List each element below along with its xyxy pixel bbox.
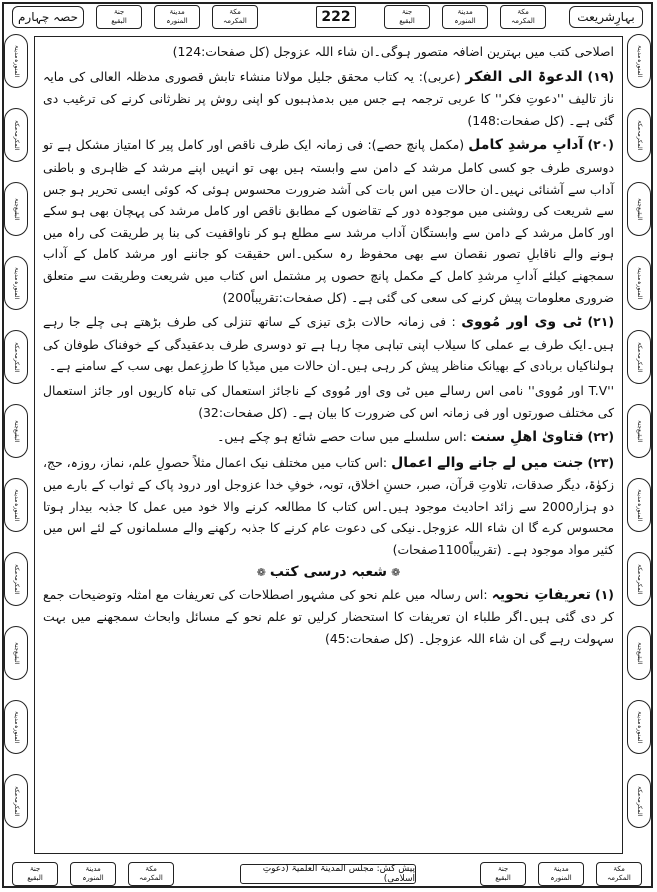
header-badge: مدینۃ المنورہ — [154, 5, 200, 29]
page-header — [4, 4, 651, 30]
page-body — [34, 36, 623, 854]
entry-22 — [43, 426, 614, 449]
footer-badge: مکۃ المکرمہ — [128, 862, 174, 886]
footer-badge: مکۃ المکرمہ — [596, 862, 642, 886]
entry-text: :اس کتاب میں مختلف نیک اعمال مثلاً حصولِ علم، نماز، روزہ، حج، زکوٰۃ، دیگر صدقات، تلاوتِ قرآن، صبر، حسنِ اخلاق، توبہ، خوفِ خدا عزوجل اور درود پاک کے ثواب کے بارے میں دو ہزار2000 سے زائد احادیث موجود ہیں۔اس کتاب کا مطالعہ کرنے والا خود میں عمل کا جذبہ بیدار ہوتا محسوس کرے گا ان شاء اللہ عزوجل۔نیکی کی دعوت عام کرنے کا جذبہ رکھنے والے مسلمانوں کے لئے اس میں کثیر مواد موجود ہے۔ (تقریباً1100صفحات) — [43, 454, 614, 558]
side-medallion: مدینۃ المنورہ — [627, 700, 651, 754]
side-medallion: جنۃ البقیع — [627, 626, 651, 680]
publisher-label: پیش کش: مجلس المدینۃ العلمیۃ (دعوتِ اسلامی) — [240, 864, 416, 884]
side-medallion: مدینۃ المنورہ — [627, 256, 651, 310]
entry-number: (۱) — [595, 586, 614, 602]
side-medallion: مدینۃ المنورہ — [627, 478, 651, 532]
section-heading: ❁شعبہ درسی کتب❁ — [43, 564, 614, 580]
entry-1 — [43, 584, 614, 650]
header-badge: جنۃ البقیع — [96, 5, 142, 29]
left-medallion-column — [4, 34, 30, 854]
side-medallion: جنۃ البقیع — [627, 404, 651, 458]
paragraph-intro: اصلاحی کتب میں بہترین اضافہ متصور ہوگی۔ان شاء اللہ عزوجل (کل صفحات:124) — [172, 44, 614, 59]
entry-text: : فی زمانہ حالات بڑی تیزی کے ساتھ تنزلی کی طرف بڑھتے ہی چلے جا رہے ہیں۔ایک طرف بے عملی کا سیلاب اپنی تباہی مچا رہا ہے تو دوسری طرف بدعقیدگی کے خوفناک طوفان کی ہولناکیاں بربادی کے بھیانک مناظر پیش کر رہی ہیں۔ان حالات میں میڈیا کا طرزِعمل بھی سب کے سامنے ہے۔ — [43, 314, 614, 374]
side-medallion: جنۃ البقیع — [627, 182, 651, 236]
entry-text: (مکمل پانچ حصے): فی زمانہ ایک طرف ناقص اور کامل پیر کا امتیاز مشکل ہے تو دوسری طرف جو کسی کامل مرشد کے دامن سے وابستہ ہیں بھی تو انہیں اپنے مرشد کے ظاہری و باطنی آداب سے آشنائی نہیں۔ان حالات میں اس بات کی اَشد ضرورت محسوس ہوئی کہ کوئی ایسی تحریر ہو جس سے شریعت کی روشنی میں موجودہ دور کے تقاضوں کے مطابق ناقص اور کامل مرشد کی پہچان بھی ہو سکے اور کامل مرشد کے دامن سے وابستگان آداب مرشد سے مطلع ہو کر ناواقفیت کی بنا پر طریقت کی راہ میں ہونے والے ناقابلِ تصور نقصان سے بھی محفوظ رہ سکیں۔اس حقیقت کو جاننے اور مرشد کامل کے آداب سمجھنے کیلئے آدابِ مرشدِ کامل کے مکمل پانچ حصوں پر مشتمل اس کتاب میں شریعت وطریقت سے متعلق ضروری معلومات پیش کرنے کی سعی کی گئی ہے۔ (کل صفحات:تقریباً200) — [43, 137, 614, 305]
footer-badge: جنۃ البقیع — [12, 862, 58, 886]
ornament-icon: ❁ — [391, 565, 401, 579]
side-medallion: مکۃ المکرمہ — [4, 552, 28, 606]
footer-badge: جنۃ البقیع — [480, 862, 526, 886]
entry-title: الدعوۃ الی الفکر — [465, 68, 583, 85]
entry-title: آدابِ مرشدِ کامل — [468, 137, 584, 154]
side-medallion: جنۃ البقیع — [4, 182, 28, 236]
side-medallion: مکۃ المکرمہ — [627, 774, 651, 828]
entry-text: :اس سلسلے میں سات حصے شائع ہو چکے ہیں۔ — [217, 429, 467, 445]
header-badge: مکۃ المکرمہ — [212, 5, 258, 29]
footer-badge: مدینۃ المنورہ — [70, 862, 116, 886]
entry-number: (۲۳) — [587, 454, 614, 470]
side-medallion: مدینۃ المنورہ — [4, 34, 28, 88]
entry-number: (۱۹) — [587, 68, 614, 84]
entry-19 — [43, 66, 614, 132]
side-medallion: مکۃ المکرمہ — [4, 774, 28, 828]
side-medallion: مدینۃ المنورہ — [4, 700, 28, 754]
side-medallion: مکۃ المکرمہ — [627, 108, 651, 162]
side-medallion: مدینۃ المنورہ — [4, 478, 28, 532]
ornament-icon: ❁ — [256, 565, 266, 579]
right-medallion-column — [627, 34, 653, 854]
entry-21-continued — [43, 380, 614, 423]
page-number: 222 — [316, 6, 356, 28]
entry-21 — [43, 311, 614, 377]
side-medallion: مکۃ المکرمہ — [627, 330, 651, 384]
side-medallion: جنۃ البقیع — [4, 404, 28, 458]
header-badge: مکۃ المکرمہ — [500, 5, 546, 29]
entry-title: فتاویٰ اھلِ سنت — [470, 429, 584, 446]
book-title: بہارِشریعت — [569, 6, 643, 28]
side-medallion: مکۃ المکرمہ — [4, 108, 28, 162]
side-medallion: مکۃ المکرمہ — [4, 330, 28, 384]
part-label: حصہ چہارم — [12, 6, 84, 28]
entry-number: (۲۲) — [587, 429, 614, 445]
header-badge: مدینۃ المنورہ — [442, 5, 488, 29]
entry-title: تعریفاتِ نحویہ — [491, 586, 591, 603]
side-medallion: مدینۃ المنورہ — [4, 256, 28, 310]
entry-number: (۲۰) — [587, 137, 614, 153]
entry-23 — [43, 452, 614, 561]
side-medallion: جنۃ البقیع — [4, 626, 28, 680]
entry-number: (۲۱) — [587, 314, 614, 330]
entry-text: :اس رسالہ میں علم نحو کی مشہور اصطلاحات کی تعریفات مع امثلہ وتوضیحات جمع کر دی گئی ہیں۔اگر طلباء ان تعریفات کا استحضار کرلیں تو علم نحو کے مسائل وابحاث سمجھنے میں بہت سہولت رہے گی ان شاء اللہ عزوجل۔ (کل صفحات:45) — [43, 586, 614, 646]
side-medallion: مدینۃ المنورہ — [627, 34, 651, 88]
entry-text: (عربی): یہ کتاب محقق جلیل مولانا منشاء تابش قصوری مدظلہ العالی کی مایہ ناز تالیف ''دعوتِ فکر'' کا عربی ترجمہ ہے جس میں بدمذہبوں کو اپنی روش پر نظرثانی کرنے کی ترغیب دی گئی ہے۔ (کل صفحات:148) — [43, 68, 614, 128]
page-footer — [4, 860, 651, 888]
side-medallion: مکۃ المکرمہ — [627, 552, 651, 606]
entry-20 — [43, 134, 614, 308]
entry-text: ''T.V اور مُووی'' نامی اس رسالے میں ٹی وی اور مُووی کے ناجائز استعمال کی تباہ کاریوں اور جائز استعمال کی مختلف صورتوں اور فی زمانہ اس کی ضرورت کا بیان ہے۔ (کل صفحات:32) — [43, 382, 614, 420]
footer-badge: مدینۃ المنورہ — [538, 862, 584, 886]
header-badge: جنۃ البقیع — [384, 5, 430, 29]
entry-title: جنت میں لے جانے والے اعمال — [391, 454, 584, 471]
entry-title: ٹی وی اور مُووی — [461, 314, 582, 331]
